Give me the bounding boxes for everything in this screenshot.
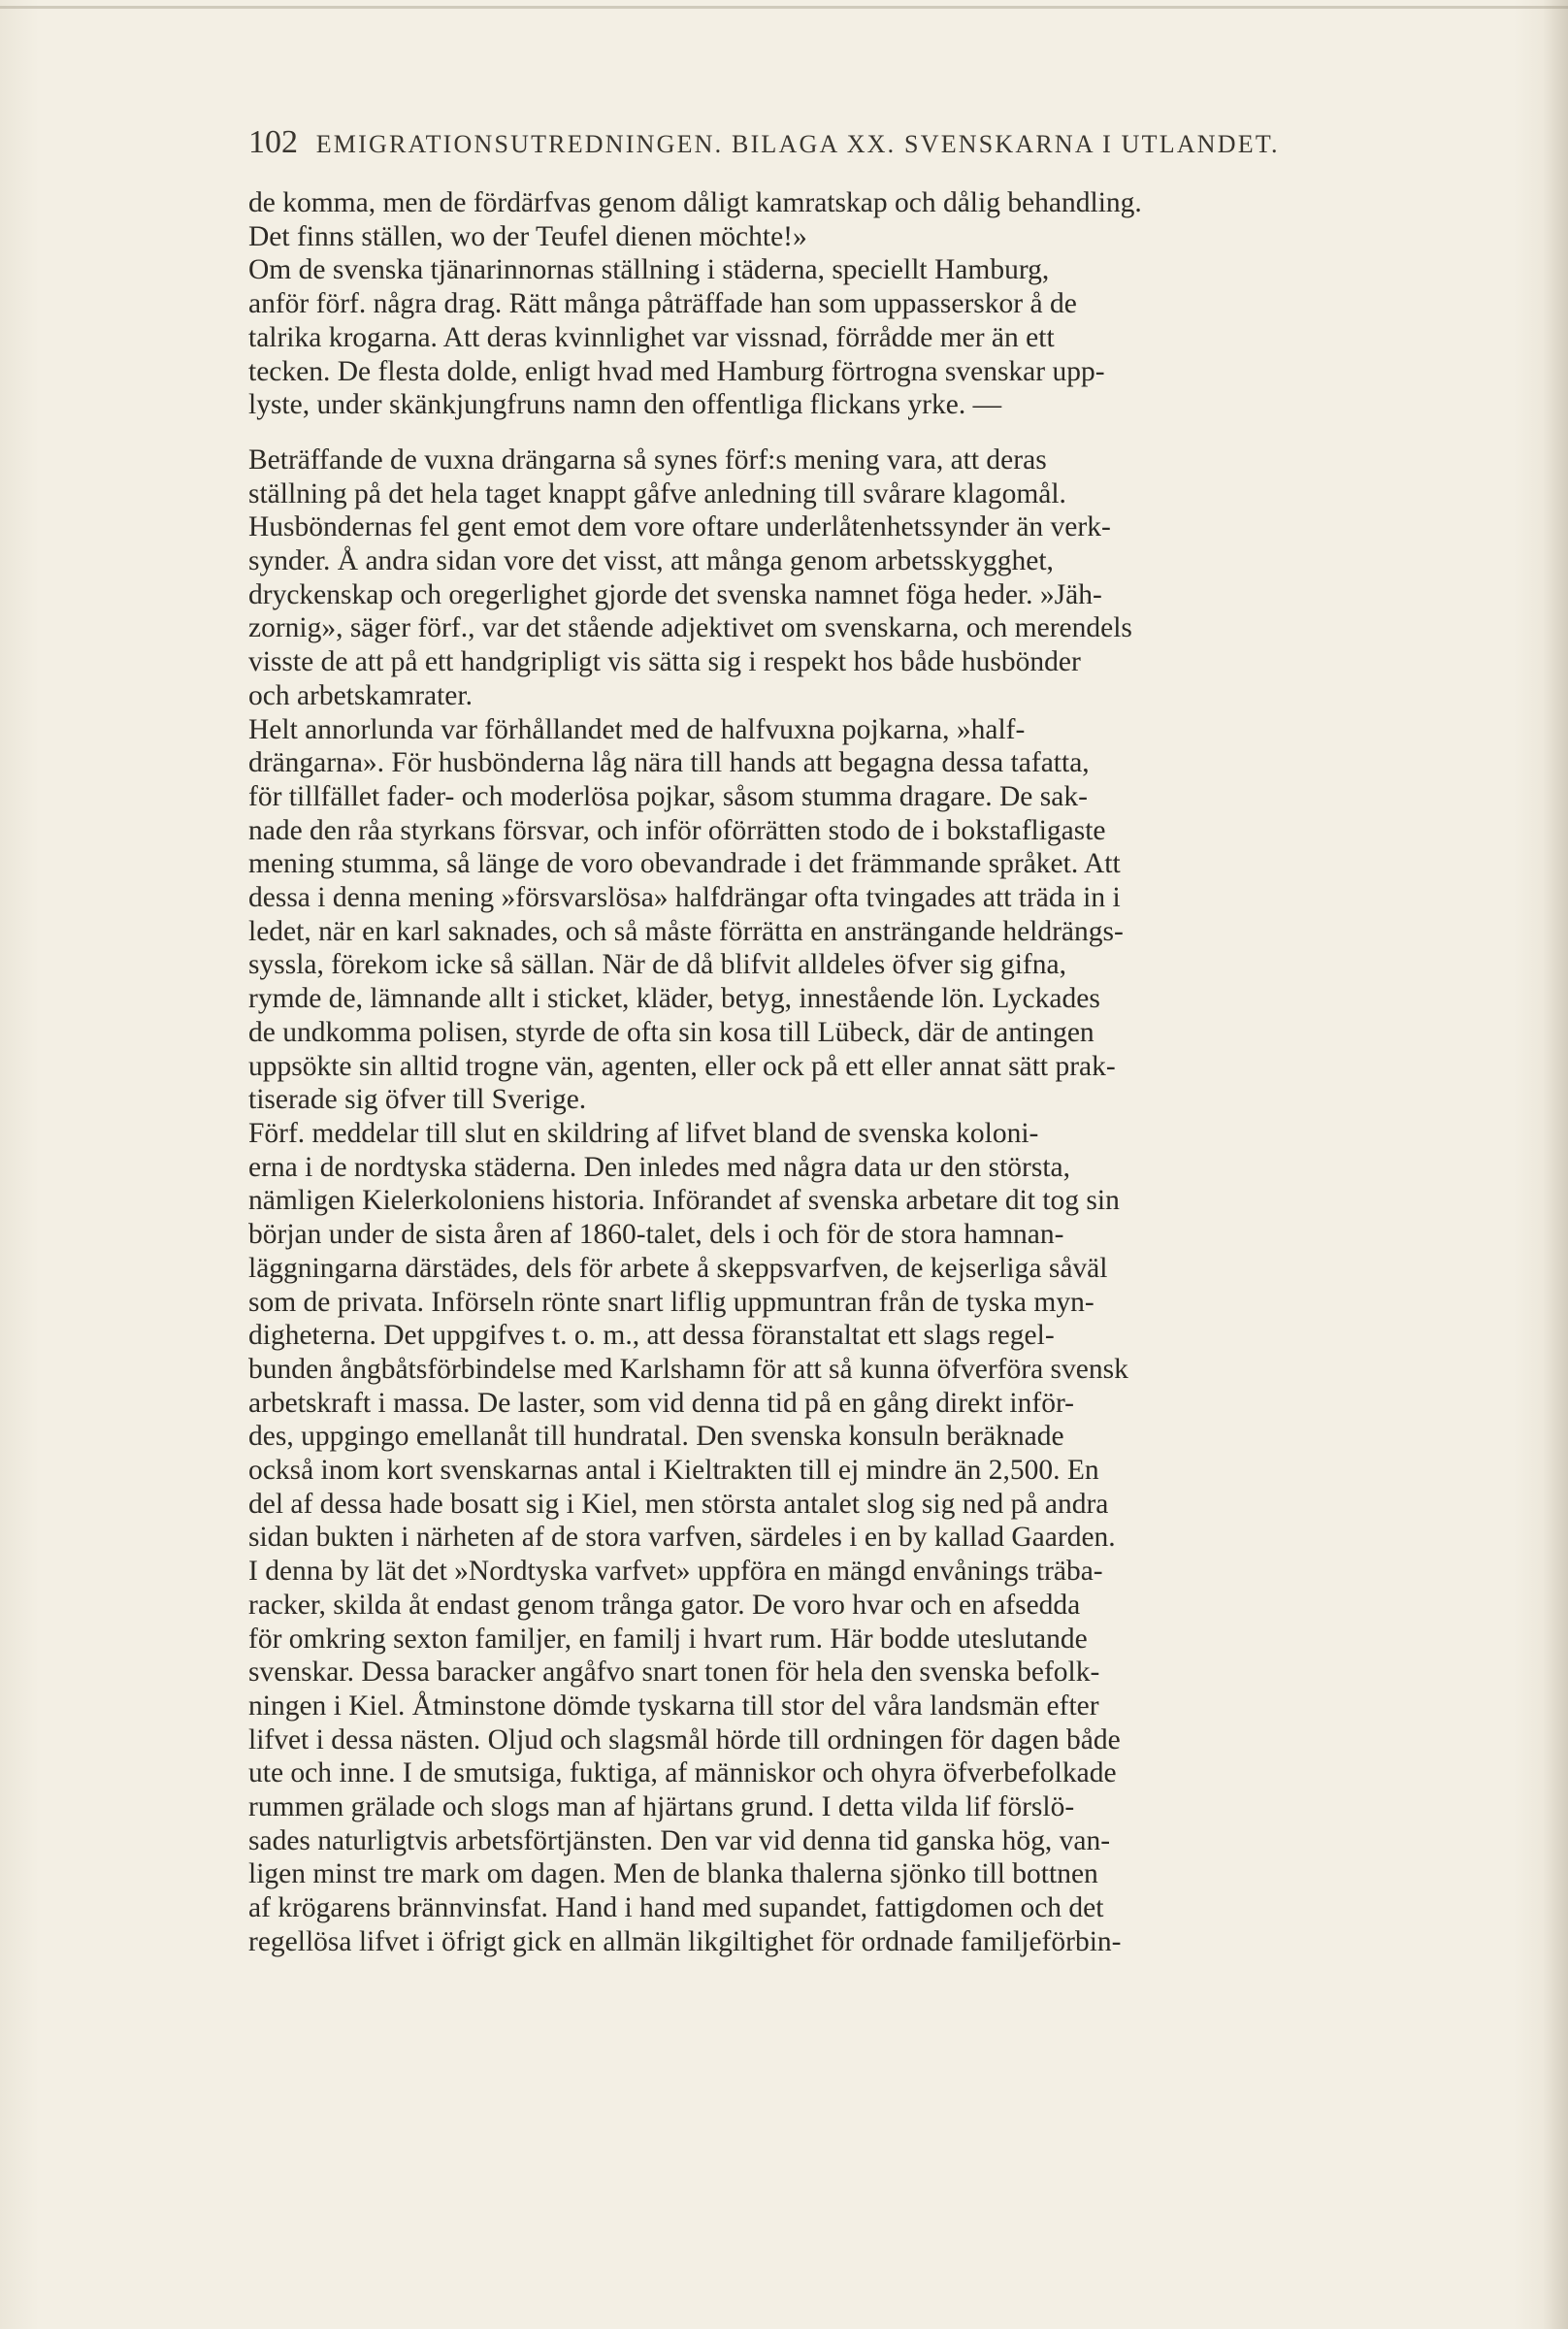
paragraph: de komma, men de fördärfvas genom dåligt kamratskap och dålig behandling. Det finns ställen, wo der Teufel dienen möchte!»	[248, 187, 1142, 252]
page-number: 102	[248, 124, 298, 160]
body-text	[248, 186, 1430, 1959]
paragraph: Beträffande de vuxna drängarna så synes förf:s mening vara, att deras ställning på det hela taget knappt gåfve anledning till svårare klagomål. Husböndernas fel gent emot dem vore oftare underlåtenhetssynder än verk- synder. Å andra sidan vore det visst, att många genom arbetsskygghet, dryckenskap och oregerlighet gjorde det svenska namnet föga heder. »Jäh- zornig», säger förf., var det stående adjektivet om svenskarna, och merendels visste de att på ett handgripligt vis sätta sig i respekt hos både husbönder och arbetskamrater.	[248, 443, 1132, 711]
running-title: EMIGRATIONSUTREDNINGEN. BILAGA XX. SVENSKARNA I UTLANDET.	[315, 130, 1280, 158]
paragraph: Förf. meddelar till slut en skildring af lifvet bland de svenska koloni- erna i de nordtyska städerna. Den inledes med några data ur den största, nämligen Kielerkoloniens historia. Införandet af svenska arbetare dit tog sin början under de sista åren af 1860-talet, dels i och för de stora hamnan- läggningarna därstädes, dels för arbete å skeppsvarfven, de kejserliga såväl som de privata. Införseln rönte snart liflig uppmuntran från de tyska myn- digheterna. Det uppgifves t. o. m., att dessa föranstaltat ett slags regel- bunden ångbåtsförbindelse med Karlshamn för att så kunna öfverföra svensk arbetskraft i massa. De laster, som vid denna tid på en gång direkt inför- des, uppgingo emellanåt till hundratal. Den svenska konsuln beräknade också inom kort svenskarnas antal i Kieltrakten till ej mindre än 2,500. En del af dessa hade bosatt sig i Kiel, men största antalet slog sig ned på andra sidan bukten i närheten af de stora varfven, särdeles i en by kallad Gaarden. I denna by lät det »Nordtyska varfvet» uppföra en mängd envånings träba- racker, skilda åt endast genom trånga gator. De voro hvar och en afsedda för omkring sexton familjer, en familj i hvart rum. Här bodde uteslutande svenskar. Dessa baracker angåfvo snart tonen för hela den svenska befolk- ningen i Kiel. Åtminstone dömde tyskarna till stor del våra landsmän efter lifvet i dessa nästen. Oljud och slagsmål hörde till ordningen för dagen både ute och inne. I de smutsiga, fuktiga, af människor och ohyra öfverbefolkade rummen grälade och slogs man af hjärtans grund. I detta vilda lif förslö- sades naturligtvis arbetsförtjänsten. Den var vid denna tid ganska hög, van- ligen minst tre mark om dagen. Men de blanka thalerna sjönko till bottnen af krögarens brännvinsfat. Hand i hand med supandet, fattigdomen och det regellösa lifvet i öfrigt gick en allmän likgiltighet för ordnade familjeförbin-	[248, 1117, 1128, 1957]
page-top-border	[0, 6, 1568, 9]
page-edge-shadow	[1543, 0, 1568, 2329]
running-header	[248, 124, 1413, 161]
paragraph: Om de svenska tjänarinnornas ställning i städerna, speciellt Hamburg, anför förf. några drag. Rätt många påträffade han som uppasserskor å de talrika krogarna. Att deras kvinnlighet var vissnad, förrådde mer än ett tecken. De flesta dolde, enligt hvad med Hamburg förtrogna svenskar upp- lyste, under skänkjungfruns namn den offentliga flickans yrke. —	[248, 254, 1105, 421]
paragraph: Helt annorlunda var förhållandet med de halfvuxna pojkarna, »half- drängarna». För husbönderna låg nära till hands att begagna dessa tafatta, för tillfället fader- och moderlösa pojkar, såsom stumma dragare. De sak- nade den råa styrkans försvar, och inför oförrätten stodo de i bokstafligaste mening stumma, så länge de voro obevandrade i det främmande språket. Att dessa i denna mening »försvarslösa» halfdrängar ofta tvingades att träda in i ledet, när en karl saknades, och så måste förrätta en ansträngande heldrängs- syssla, förekom icke så sällan. När de då blifvit alldeles öfver sig gifna, rymde de, lämnande allt i sticket, kläder, betyg, innestående lön. Lyckades de undkomma polisen, styrde de ofta sin kosa till Lübeck, där de antingen uppsökte sin alltid trogne vän, agenten, eller ock på ett eller annat sätt prak- tiserade sig öfver till Sverige.	[248, 713, 1124, 1116]
